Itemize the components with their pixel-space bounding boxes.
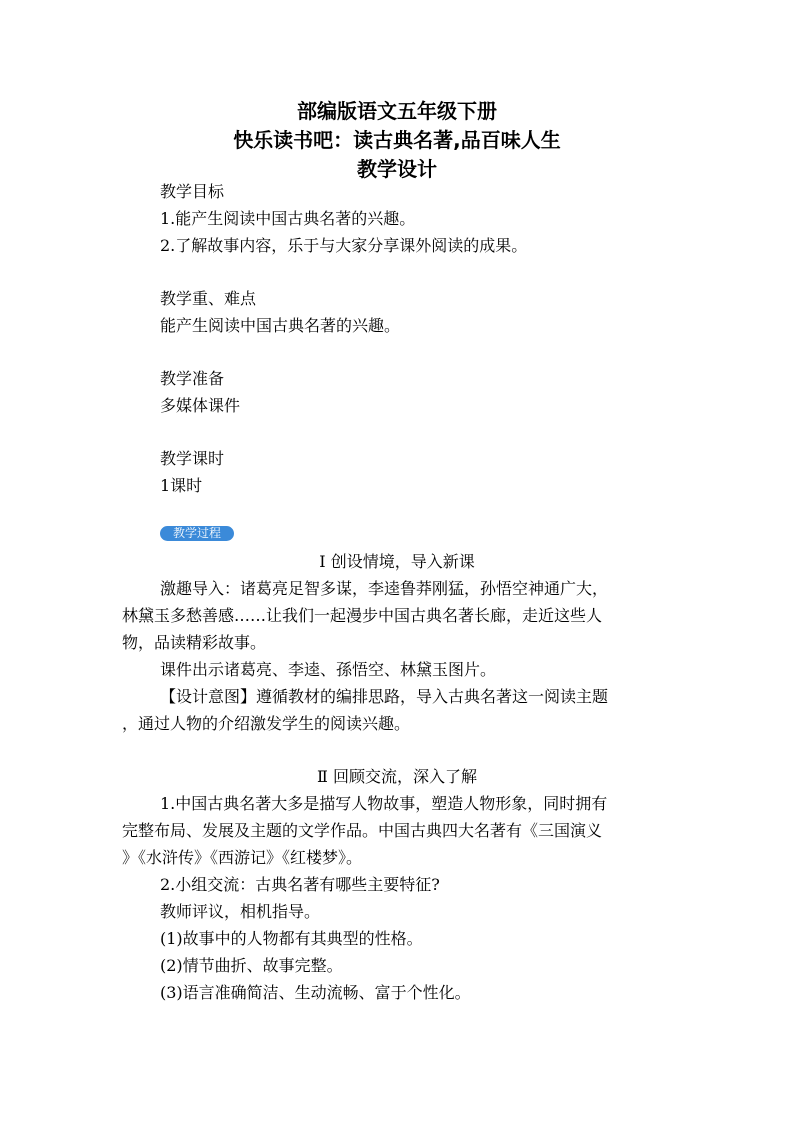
process-badge-label: 教学过程 [172,526,221,540]
section-1-line: 物，品读精彩故事。 [122,633,267,652]
section-2-line: 》《水浒传》《西游记》《红楼梦》。 [122,848,363,867]
document-title-line-3: 教学设计 [357,157,437,181]
objective-item: 1.能产生阅读中国古典名著的兴趣。 [160,209,416,228]
section-1-heading: Ⅰ 创设情境，导入新课 [319,552,475,571]
section-2-line: 1.中国古典名著大多是描写人物故事，塑造人物形象，同时拥有 [160,794,608,813]
section-2-line: 完整布局、发展及主题的文学作品。中国古典四大名著有《三国演义 [122,821,603,840]
objective-item: 2.了解故事内容，乐于与大家分享课外阅读的成果。 [160,236,528,255]
document-title-line-1: 部编版语文五年级下册 [297,99,497,123]
key-points-heading: 教学重、难点 [160,289,257,308]
preparation-text: 多媒体课件 [160,396,241,415]
process-badge [160,526,234,541]
key-points-text: 能产生阅读中国古典名著的兴趣。 [160,316,401,335]
section-1-line: 林黛玉多愁善感……让我们一起漫步中国古典名著长廊，走近这些人 [122,606,603,625]
section-2-line: (3)语言准确简洁、生动流畅、富于个性化。 [160,983,471,1002]
preparation-heading: 教学准备 [160,369,225,388]
section-2-heading: Ⅱ 回顾交流，深入了解 [317,767,477,786]
section-2-line: 2.小组交流：古典名著有哪些主要特征? [160,875,440,894]
design-intent-line: 【设计意图】遵循教材的编排思路，导入古典名著这一阅读主题 [160,687,609,706]
duration-text: 1课时 [160,476,203,495]
objectives-heading: 教学目标 [160,182,225,201]
duration-heading: 教学课时 [160,449,225,468]
section-1-line: 课件出示诸葛亮、李逵、孫悟空、林黛玉图片。 [160,660,497,679]
design-intent-line: ，通过人物的介绍激发学生的阅读兴趣。 [122,714,411,733]
section-2-line: 教师评议，相机指导。 [160,902,321,921]
section-2-line: (2)情节曲折、故事完整。 [160,956,343,975]
section-1-line: 激趣导入：诸葛亮足智多谋，李逵鲁莽刚猛，孙悟空神通广大， [160,579,609,598]
document-title-line-2: 快乐读书吧：读古典名著,品百味人生 [233,128,561,152]
section-2-line: (1)故事中的人物都有其典型的性格。 [160,929,423,948]
